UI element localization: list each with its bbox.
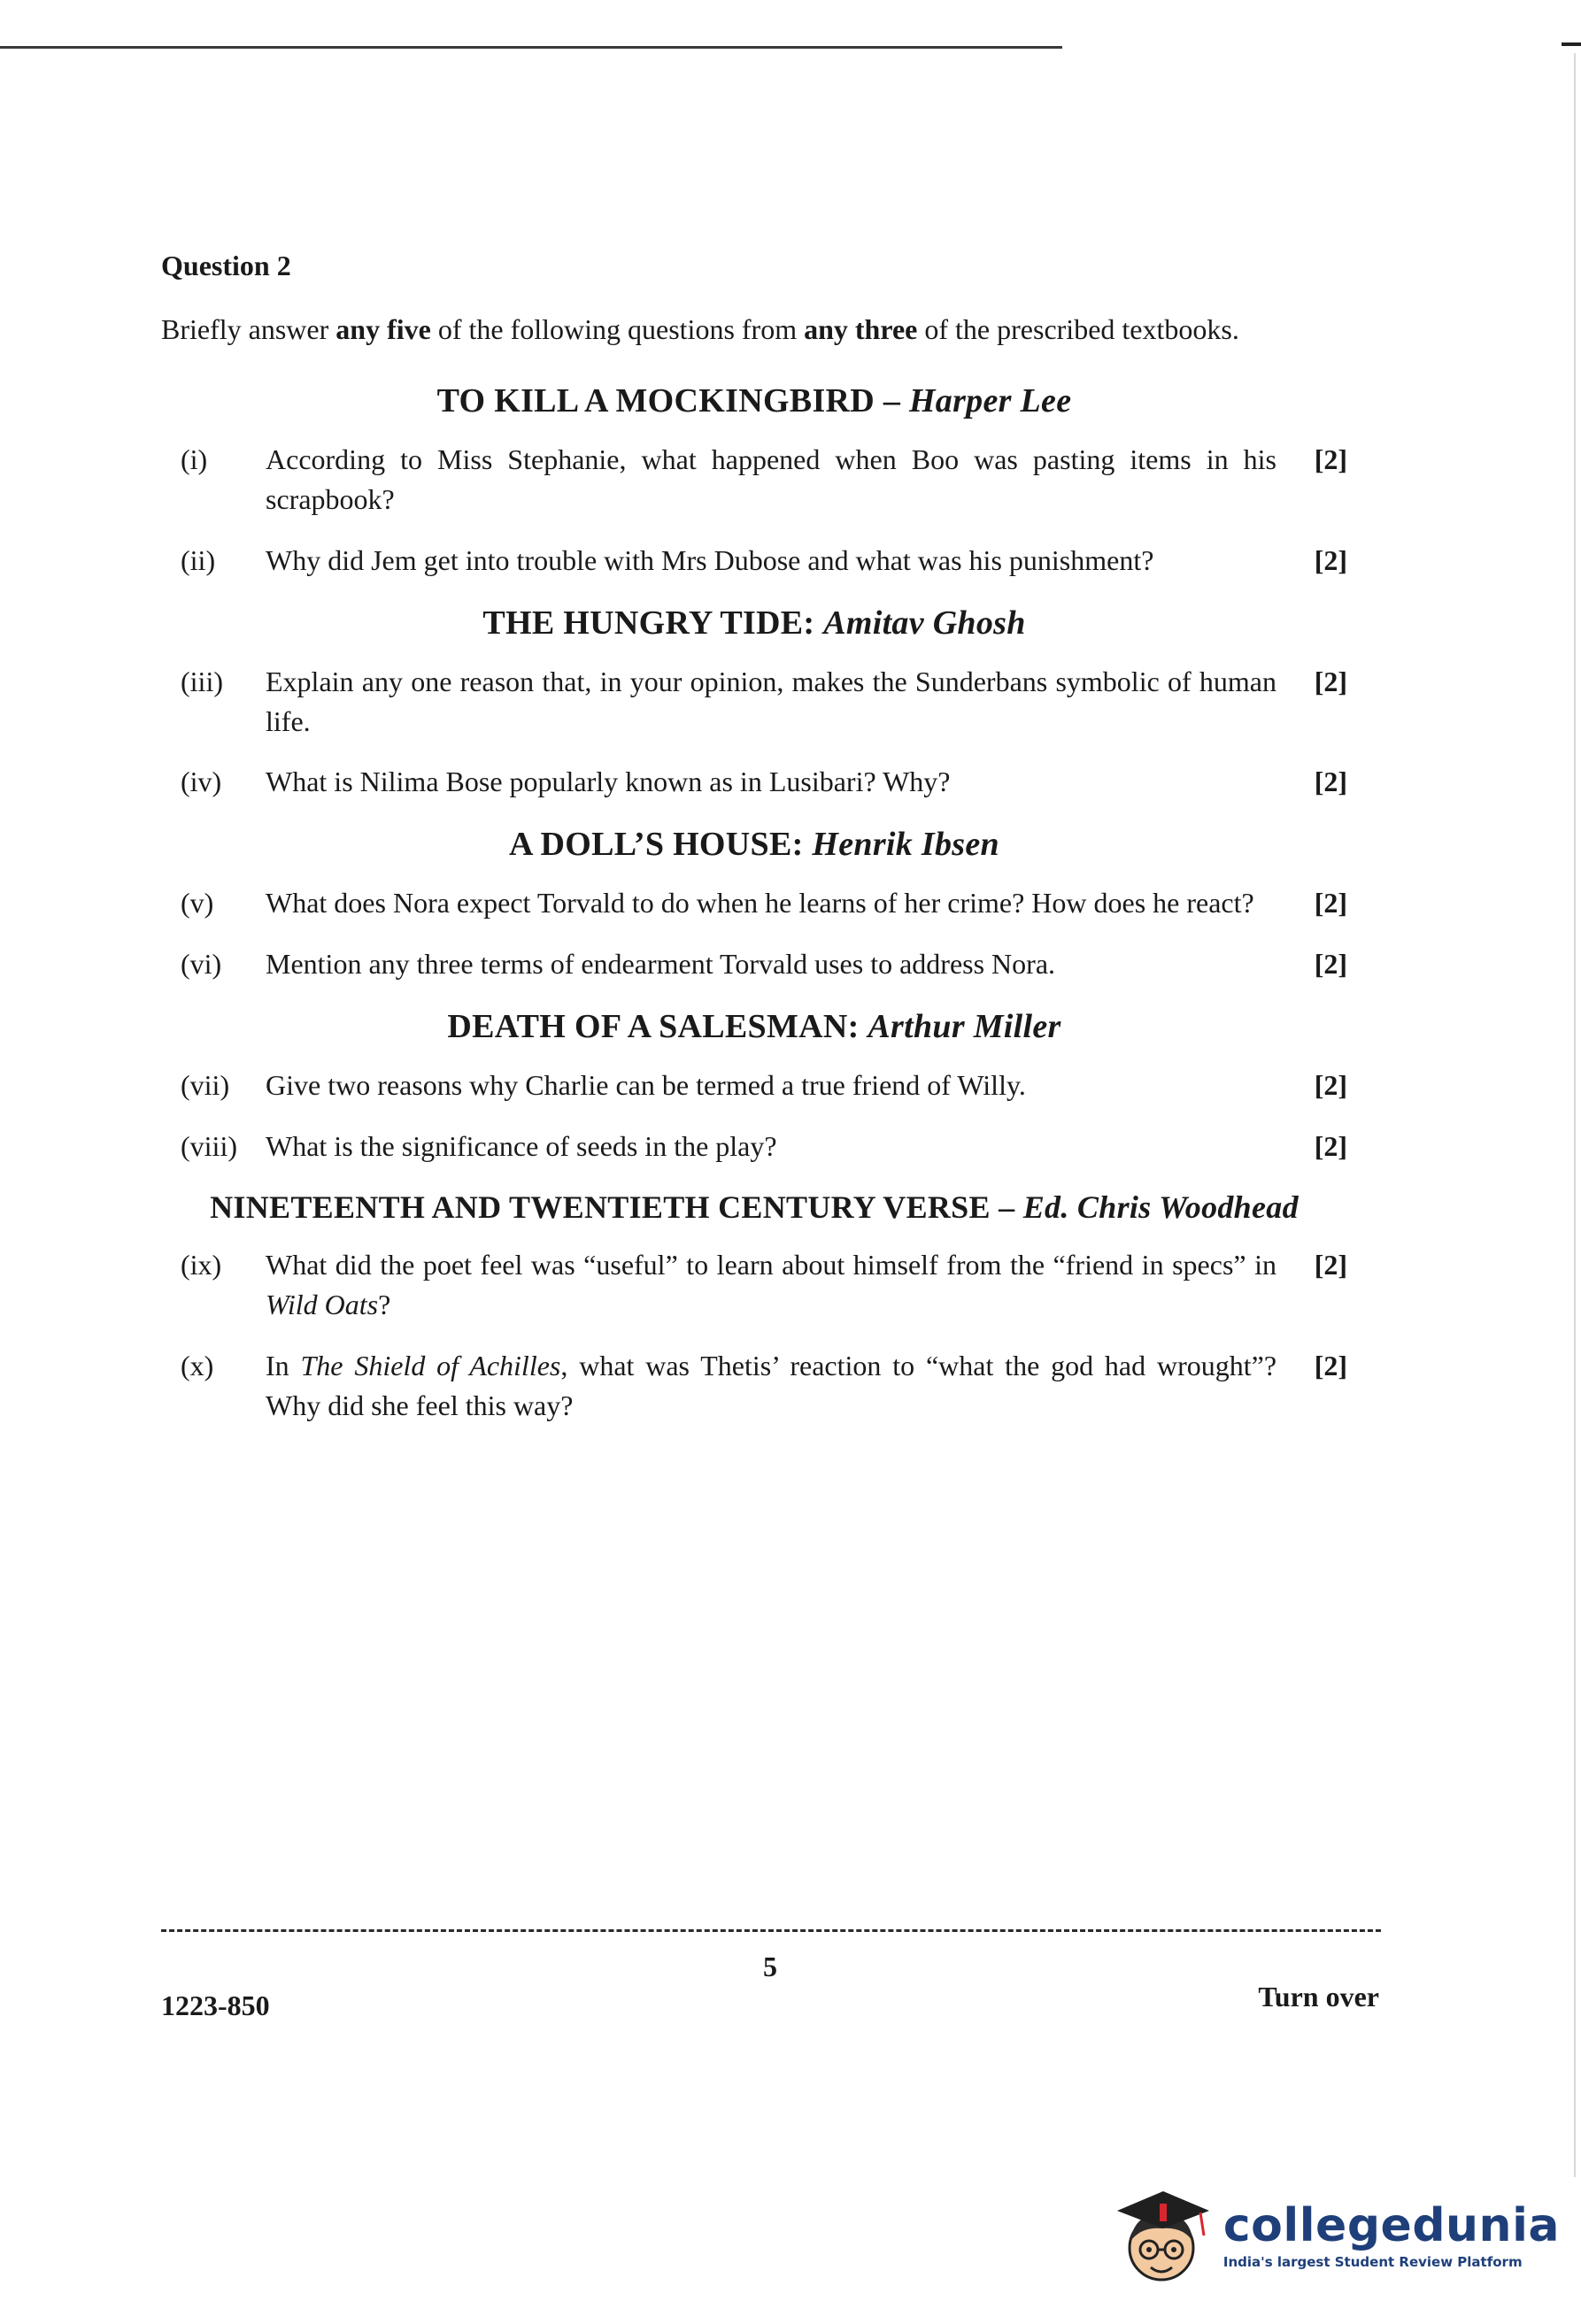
top-right-mark	[1562, 42, 1581, 46]
question-item	[161, 944, 1347, 984]
item-text: Explain any one reason that, in your opinion, makes the Sunderbans symbolic of human life.	[266, 665, 1276, 737]
item-text: What does Nora expect Torvald to do when he learns of her crime? How does he react?	[266, 887, 1254, 920]
paper-code: 1223-850	[161, 1989, 270, 2021]
item-marks: [2]	[1314, 947, 1347, 980]
question-body	[161, 250, 1347, 1447]
item-number: (iv)	[181, 766, 222, 798]
item-marks: [2]	[1314, 543, 1347, 576]
item-text: Give two reasons why Charlie can be termed a true friend of Willy.	[266, 1068, 1026, 1101]
student-mascot-icon	[1108, 2177, 1215, 2292]
question-item	[161, 883, 1347, 923]
item-marks: [2]	[1314, 766, 1347, 798]
item-text: What is Nilima Bose popularly known as in Lusibari? Why?	[266, 766, 951, 798]
question-item	[161, 1066, 1347, 1105]
item-number: (i)	[181, 443, 208, 476]
question-item	[161, 1127, 1347, 1166]
item-text: Mention any three terms of endearment Torvald uses to address Nora.	[266, 947, 1056, 980]
book-heading-verse: NINETEENTH AND TWENTIETH CENTURY VERSE – Ed. Chris Woodhead	[210, 1189, 1299, 1226]
item-number: (ix)	[181, 1249, 222, 1281]
item-number: (vii)	[181, 1068, 230, 1101]
item-number: (ii)	[181, 543, 216, 576]
question-item	[161, 541, 1347, 581]
item-number: (x)	[181, 1349, 214, 1381]
item-number: (viii)	[181, 1129, 237, 1162]
footer-dashed-rule	[161, 1929, 1381, 1932]
question-item	[161, 662, 1347, 742]
book-heading-dolls-house: A DOLL’S HOUSE: Henrik Ibsen	[509, 826, 999, 864]
logo-text	[1223, 2199, 1560, 2270]
item-marks: [2]	[1314, 1249, 1347, 1281]
item-number: (vi)	[181, 947, 222, 980]
item-marks: [2]	[1314, 1349, 1347, 1381]
item-text: Why did Jem get into trouble with Mrs Dubose and what was his punishment?	[266, 543, 1154, 576]
question-item	[161, 762, 1347, 802]
item-text: In The Shield of Achilles, what was Thetis’ reaction to “what the god had wrought”? Why did she feel this way?	[266, 1349, 1277, 1421]
item-number: (iii)	[181, 665, 223, 697]
item-marks: [2]	[1314, 887, 1347, 920]
question-item	[161, 440, 1347, 519]
page-number: 5	[763, 1951, 777, 1982]
turn-over-label: Turn over	[1258, 1981, 1379, 2012]
question-item	[161, 1346, 1347, 1426]
right-page-edge	[1574, 53, 1576, 2177]
item-marks: [2]	[1314, 443, 1347, 476]
question-title: Question 2	[161, 250, 291, 281]
question-item	[161, 1245, 1347, 1325]
item-marks: [2]	[1314, 1068, 1347, 1101]
item-marks: [2]	[1314, 1129, 1347, 1162]
book-heading-mockingbird: TO KILL A MOCKINGBIRD – Harper Lee	[436, 382, 1072, 420]
item-text: According to Miss Stephanie, what happened when Boo was pasting items in his scrapbook?	[266, 443, 1276, 516]
logo-name: collegedunia	[1222, 2199, 1560, 2252]
top-border-line	[0, 46, 1062, 49]
collegedunia-watermark	[1108, 2177, 1560, 2292]
item-text: What is the significance of seeds in the play?	[266, 1129, 777, 1162]
question-instructions: Briefly answer any five of the following questions from any three of the prescribed textbooks.	[161, 313, 1239, 345]
book-heading-hungry-tide: THE HUNGRY TIDE: Amitav Ghosh	[482, 604, 1026, 642]
logo-tagline: India's largest Student Review Platform	[1222, 2254, 1523, 2270]
book-heading-salesman: DEATH OF A SALESMAN: Arthur Miller	[447, 1007, 1061, 1045]
item-number: (v)	[181, 887, 214, 920]
item-text: What did the poet feel was “useful” to learn about himself from the “friend in specs” in Wild Oats?	[266, 1249, 1276, 1321]
item-marks: [2]	[1314, 665, 1347, 697]
